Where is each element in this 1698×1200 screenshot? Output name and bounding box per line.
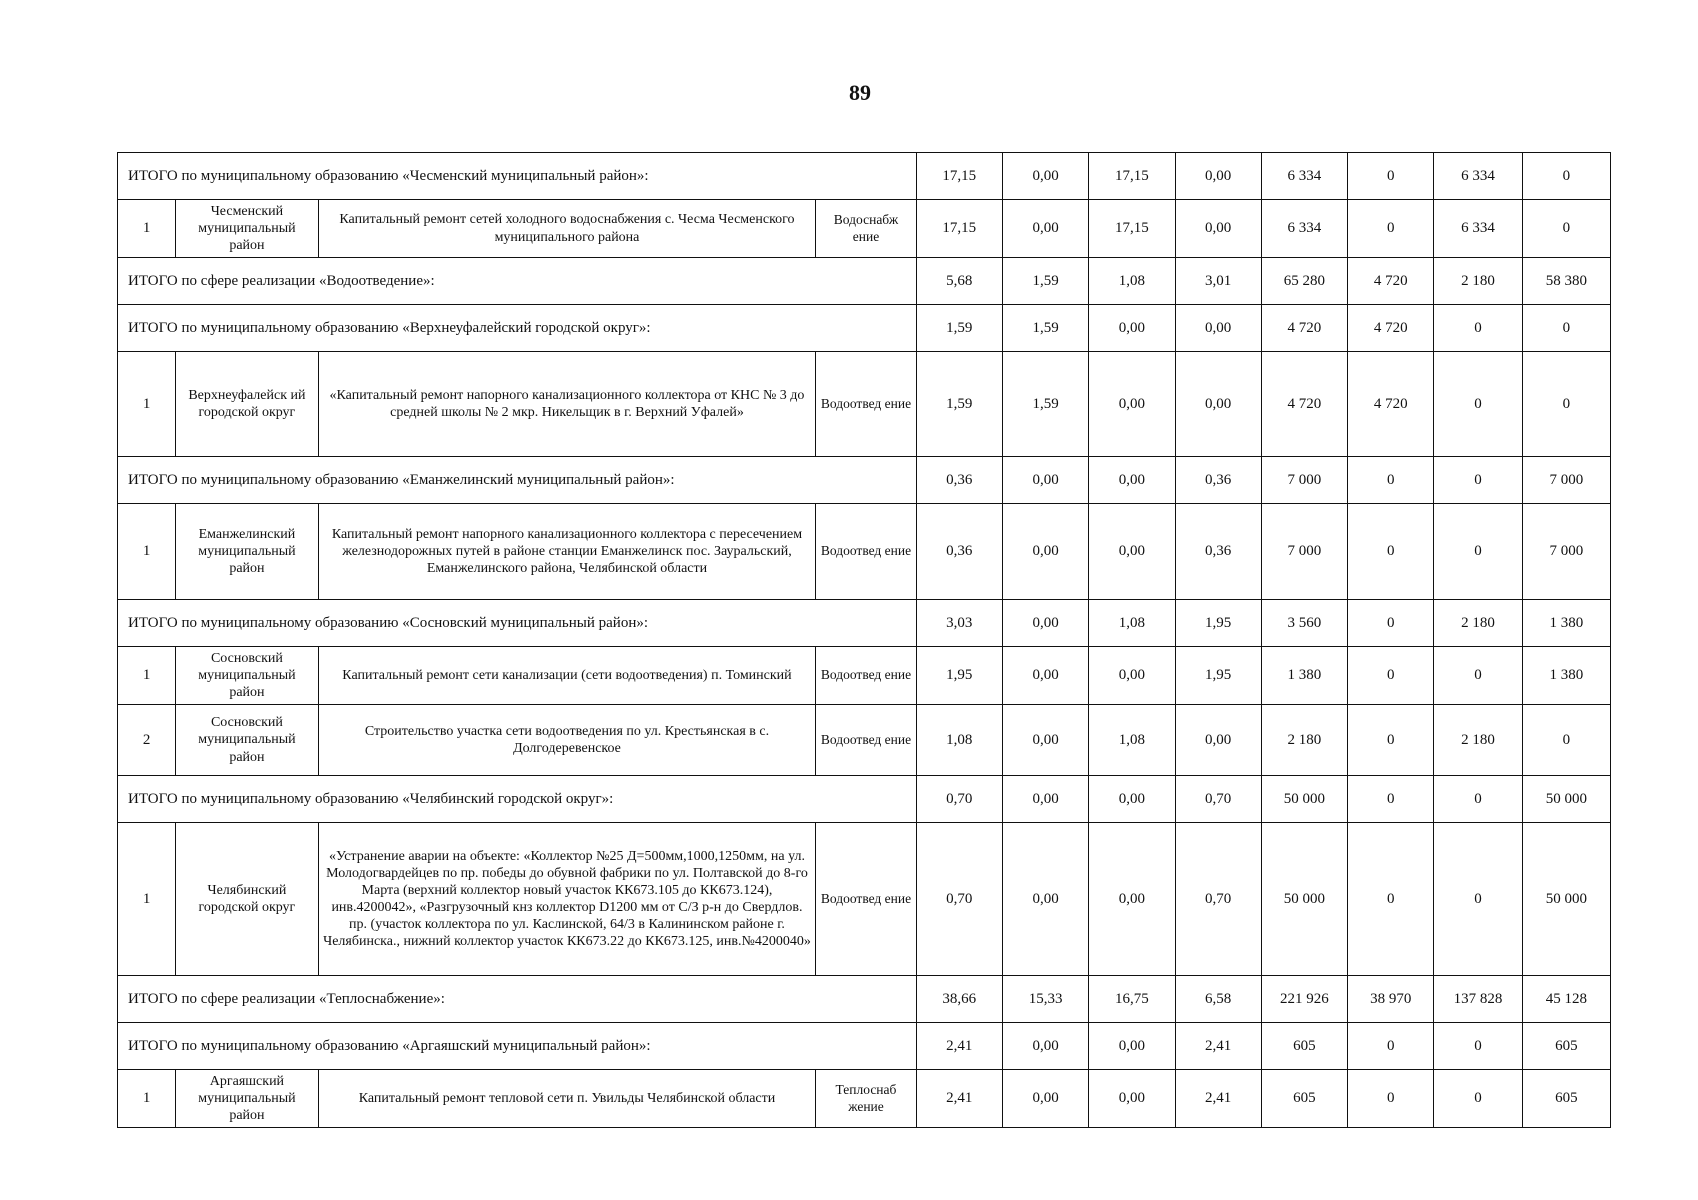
value-cell: 1,59	[1002, 352, 1088, 457]
value-cell: 1 380	[1522, 647, 1610, 705]
value-cell: 7 000	[1261, 457, 1347, 504]
value-cell: 0,70	[916, 823, 1002, 976]
value-cell: 0	[1522, 705, 1610, 776]
project-cell: Капитальный ремонт напорного канализационного коллектора с пересечением железнодорожных путей в районе станции Еманжелинск пос. Зауральский, Еманжелинского района, Челябинской области	[318, 504, 816, 600]
value-cell: 4 720	[1348, 258, 1434, 305]
value-cell: 0,00	[1002, 457, 1088, 504]
value-cell: 1 380	[1261, 647, 1347, 705]
total-row	[118, 976, 1611, 1023]
sphere-cell: Водоотвед ение	[816, 504, 916, 600]
value-cell: 2 180	[1434, 705, 1522, 776]
municipality-cell: Челябинский городской округ	[176, 823, 318, 976]
value-cell: 0,70	[1175, 823, 1261, 976]
value-cell: 605	[1261, 1070, 1347, 1128]
value-cell: 0,00	[1002, 823, 1088, 976]
value-cell: 17,15	[916, 153, 1002, 200]
total-row	[118, 258, 1611, 305]
total-label: ИТОГО по муниципальному образованию «Чесменский муниципальный район»:	[118, 153, 917, 200]
value-cell: 4 720	[1261, 352, 1347, 457]
value-cell: 1,08	[1089, 600, 1175, 647]
municipality-cell: Еманжелинский муниципальный район	[176, 504, 318, 600]
value-cell: 45 128	[1522, 976, 1610, 1023]
value-cell: 50 000	[1261, 823, 1347, 976]
row-number: 1	[118, 1070, 176, 1128]
total-row	[118, 776, 1611, 823]
total-row	[118, 153, 1611, 200]
total-label: ИТОГО по муниципальному образованию «Верхнеуфалейский городской округ»:	[118, 305, 917, 352]
value-cell: 6,58	[1175, 976, 1261, 1023]
project-cell: «Устранение аварии на объекте: «Коллектор №25 Д=500мм,1000,1250мм, на ул. Молодогвардейцев по пр. победы до обувной фабрики по ул. Полтавской до 8-го Марта (верхний коллектор новый участок КК673.105 до КК673.124), инв.4200042», «Разгрузочный кнз коллектор D1200 мм от С/З р-н до Свердлов. пр. (участок коллектора по ул. Каслинской, 64/3 в Калининском районе г. Челябинска., нижний коллектор участок КК673.22 до КК673.125, инв.№4200040»	[318, 823, 816, 976]
value-cell: 0	[1348, 457, 1434, 504]
row-number: 2	[118, 705, 176, 776]
value-cell: 1,08	[1089, 705, 1175, 776]
value-cell: 0,00	[1175, 200, 1261, 258]
value-cell: 6 334	[1261, 200, 1347, 258]
value-cell: 0,00	[1002, 647, 1088, 705]
value-cell: 2,41	[916, 1070, 1002, 1128]
value-cell: 0	[1434, 504, 1522, 600]
value-cell: 0,00	[1089, 504, 1175, 600]
value-cell: 3 560	[1261, 600, 1347, 647]
value-cell: 0	[1522, 305, 1610, 352]
value-cell: 1,08	[1089, 258, 1175, 305]
value-cell: 1,59	[1002, 305, 1088, 352]
value-cell: 1,95	[1175, 647, 1261, 705]
sphere-cell: Водоснабж ение	[816, 200, 916, 258]
value-cell: 0,00	[1002, 200, 1088, 258]
item-row	[118, 200, 1611, 258]
value-cell: 137 828	[1434, 976, 1522, 1023]
municipality-cell: Верхнеуфалейск ий городской округ	[176, 352, 318, 457]
total-row	[118, 1023, 1611, 1070]
row-number: 1	[118, 647, 176, 705]
value-cell: 0	[1522, 200, 1610, 258]
value-cell: 2 180	[1261, 705, 1347, 776]
value-cell: 7 000	[1522, 457, 1610, 504]
project-cell: «Капитальный ремонт напорного канализационного коллектора от КНС № 3 до средней школы № 2 мкр. Никельщик в г. Верхний Уфалей»	[318, 352, 816, 457]
value-cell: 0	[1348, 153, 1434, 200]
value-cell: 6 334	[1261, 153, 1347, 200]
value-cell: 0,00	[1175, 705, 1261, 776]
value-cell: 0,36	[1175, 504, 1261, 600]
row-number: 1	[118, 504, 176, 600]
value-cell: 3,03	[916, 600, 1002, 647]
item-row	[118, 1070, 1611, 1128]
value-cell: 0,70	[916, 776, 1002, 823]
value-cell: 2,41	[1175, 1070, 1261, 1128]
value-cell: 5,68	[916, 258, 1002, 305]
value-cell: 6 334	[1434, 200, 1522, 258]
value-cell: 4 720	[1261, 305, 1347, 352]
total-label: ИТОГО по сфере реализации «Теплоснабжение»:	[118, 976, 917, 1023]
value-cell: 1,95	[1175, 600, 1261, 647]
value-cell: 0,00	[1002, 153, 1088, 200]
municipality-cell: Аргаяшский муниципальный район	[176, 1070, 318, 1128]
value-cell: 1,08	[916, 705, 1002, 776]
value-cell: 0	[1348, 823, 1434, 976]
value-cell: 0	[1348, 647, 1434, 705]
value-cell: 0,00	[1002, 600, 1088, 647]
value-cell: 0,00	[1089, 647, 1175, 705]
project-cell: Строительство участка сети водоотведения по ул. Крестьянская в с. Долгодеревенское	[318, 705, 816, 776]
municipality-cell: Сосновский муниципальный район	[176, 705, 318, 776]
total-label: ИТОГО по муниципальному образованию «Сосновский муниципальный район»:	[118, 600, 917, 647]
value-cell: 0,00	[1175, 352, 1261, 457]
value-cell: 17,15	[916, 200, 1002, 258]
value-cell: 0	[1348, 1070, 1434, 1128]
value-cell: 17,15	[1089, 200, 1175, 258]
sphere-cell: Водоотвед ение	[816, 352, 916, 457]
total-label: ИТОГО по муниципальному образованию «Аргаяшский муниципальный район»:	[118, 1023, 917, 1070]
value-cell: 0,00	[1002, 776, 1088, 823]
value-cell: 50 000	[1522, 823, 1610, 976]
item-row	[118, 705, 1611, 776]
value-cell: 58 380	[1522, 258, 1610, 305]
value-cell: 0	[1348, 705, 1434, 776]
value-cell: 0	[1434, 457, 1522, 504]
value-cell: 0,00	[1089, 352, 1175, 457]
project-cell: Капитальный ремонт сети канализации (сети водоотведения) п. Томинский	[318, 647, 816, 705]
value-cell: 0	[1348, 200, 1434, 258]
value-cell: 1,59	[1002, 258, 1088, 305]
sphere-cell: Водоотвед ение	[816, 705, 916, 776]
item-row	[118, 352, 1611, 457]
sphere-cell: Водоотвед ение	[816, 823, 916, 976]
value-cell: 65 280	[1261, 258, 1347, 305]
budget-table	[117, 152, 1611, 1128]
value-cell: 0,36	[1175, 457, 1261, 504]
value-cell: 2,41	[1175, 1023, 1261, 1070]
row-number: 1	[118, 823, 176, 976]
value-cell: 0	[1434, 305, 1522, 352]
page-number: 89	[849, 80, 871, 105]
total-label: ИТОГО по муниципальному образованию «Еманжелинский муниципальный район»:	[118, 457, 917, 504]
value-cell: 2 180	[1434, 258, 1522, 305]
value-cell: 0,00	[1175, 153, 1261, 200]
total-label: ИТОГО по сфере реализации «Водоотведение»:	[118, 258, 917, 305]
value-cell: 1 380	[1522, 600, 1610, 647]
value-cell: 1,95	[916, 647, 1002, 705]
total-row	[118, 457, 1611, 504]
value-cell: 15,33	[1002, 976, 1088, 1023]
value-cell: 0	[1434, 352, 1522, 457]
value-cell: 3,01	[1175, 258, 1261, 305]
value-cell: 605	[1522, 1023, 1610, 1070]
value-cell: 50 000	[1522, 776, 1610, 823]
value-cell: 0,00	[1002, 1070, 1088, 1128]
value-cell: 0	[1348, 600, 1434, 647]
value-cell: 0,36	[916, 457, 1002, 504]
value-cell: 0	[1522, 352, 1610, 457]
value-cell: 0	[1434, 647, 1522, 705]
value-cell: 16,75	[1089, 976, 1175, 1023]
value-cell: 605	[1522, 1070, 1610, 1128]
value-cell: 38,66	[916, 976, 1002, 1023]
sphere-cell: Теплоснаб жение	[816, 1070, 916, 1128]
value-cell: 0,00	[1089, 776, 1175, 823]
value-cell: 7 000	[1261, 504, 1347, 600]
item-row	[118, 647, 1611, 705]
value-cell: 1,59	[916, 305, 1002, 352]
value-cell: 0	[1348, 504, 1434, 600]
municipality-cell: Сосновский муниципальный район	[176, 647, 318, 705]
value-cell: 0	[1348, 1023, 1434, 1070]
municipality-cell: Чесменский муниципальный район	[176, 200, 318, 258]
row-number: 1	[118, 200, 176, 258]
value-cell: 0	[1434, 776, 1522, 823]
value-cell: 0,00	[1002, 1023, 1088, 1070]
value-cell: 0,00	[1089, 1023, 1175, 1070]
value-cell: 2 180	[1434, 600, 1522, 647]
item-row	[118, 823, 1611, 976]
value-cell: 4 720	[1348, 352, 1434, 457]
value-cell: 17,15	[1089, 153, 1175, 200]
project-cell: Капитальный ремонт тепловой сети п. Увильды Челябинской области	[318, 1070, 816, 1128]
value-cell: 0	[1434, 1023, 1522, 1070]
value-cell: 0	[1434, 1070, 1522, 1128]
total-row	[118, 600, 1611, 647]
value-cell: 221 926	[1261, 976, 1347, 1023]
value-cell: 0,00	[1089, 305, 1175, 352]
value-cell: 0,00	[1089, 823, 1175, 976]
value-cell: 0,70	[1175, 776, 1261, 823]
value-cell: 0,36	[916, 504, 1002, 600]
project-cell: Капитальный ремонт сетей холодного водоснабжения с. Чесма Чесменского муниципального района	[318, 200, 816, 258]
total-row	[118, 305, 1611, 352]
item-row	[118, 504, 1611, 600]
value-cell: 0	[1434, 823, 1522, 976]
value-cell: 0,00	[1089, 1070, 1175, 1128]
value-cell: 7 000	[1522, 504, 1610, 600]
value-cell: 0	[1522, 153, 1610, 200]
value-cell: 1,59	[916, 352, 1002, 457]
value-cell: 0,00	[1002, 504, 1088, 600]
value-cell: 605	[1261, 1023, 1347, 1070]
value-cell: 50 000	[1261, 776, 1347, 823]
value-cell: 0	[1348, 776, 1434, 823]
total-label: ИТОГО по муниципальному образованию «Челябинский городской округ»:	[118, 776, 917, 823]
value-cell: 0,00	[1089, 457, 1175, 504]
value-cell: 0,00	[1002, 705, 1088, 776]
value-cell: 0,00	[1175, 305, 1261, 352]
value-cell: 2,41	[916, 1023, 1002, 1070]
value-cell: 6 334	[1434, 153, 1522, 200]
value-cell: 4 720	[1348, 305, 1434, 352]
sphere-cell: Водоотвед ение	[816, 647, 916, 705]
row-number: 1	[118, 352, 176, 457]
value-cell: 38 970	[1348, 976, 1434, 1023]
